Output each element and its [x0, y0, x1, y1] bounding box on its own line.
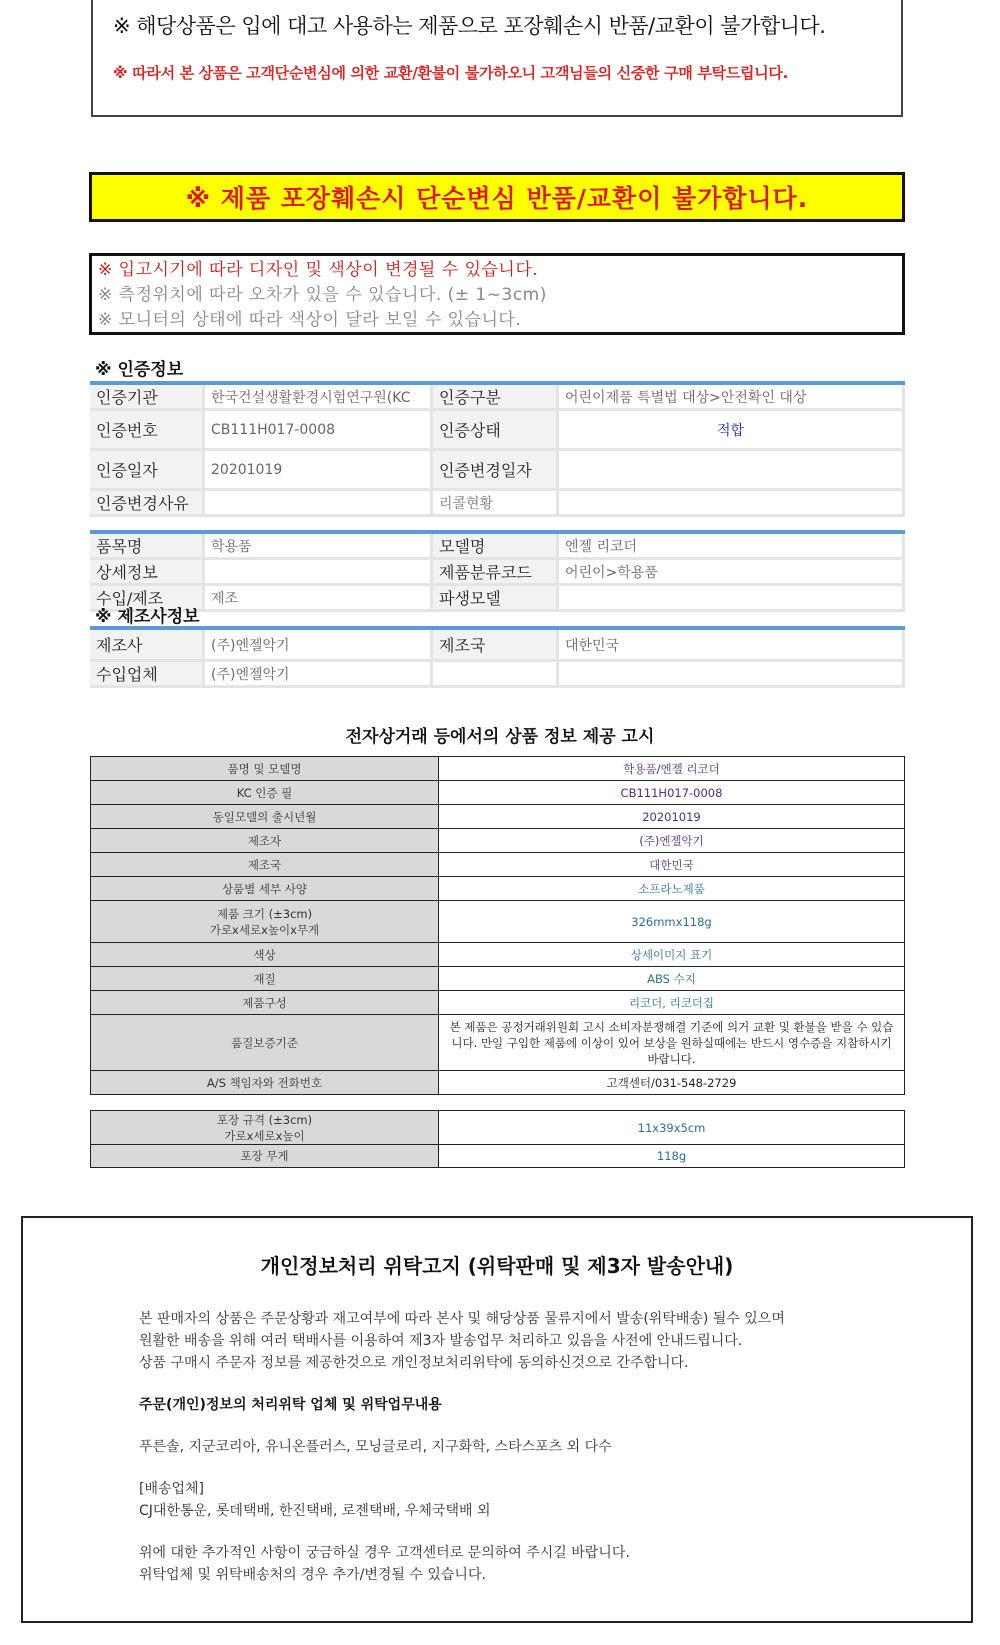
- info-key-line: 가로x세로x높이x무게: [209, 922, 320, 937]
- table-row: [91, 1071, 905, 1095]
- product-value: [205, 560, 433, 586]
- table-row: [91, 781, 905, 805]
- cert-value: [205, 491, 433, 517]
- cert-table: [90, 381, 905, 517]
- cert-label: 인증일자: [90, 451, 205, 491]
- table-row: [90, 534, 905, 560]
- maker-section-title: ※ 제조사정보: [95, 607, 200, 627]
- table-row: [91, 943, 905, 967]
- info-key: 품질보증기준: [91, 1015, 439, 1071]
- maker-value: [433, 662, 559, 688]
- table-row: [91, 901, 905, 943]
- maker-label: 제조사: [90, 630, 205, 662]
- cert-value: [559, 451, 905, 491]
- info-key-line: 가로x세로x높이: [224, 1128, 305, 1143]
- info-value: 11x39x5cm: [439, 1111, 905, 1145]
- product-value: 제조: [205, 586, 433, 612]
- product-label: 모델명: [433, 534, 559, 560]
- table-row: [90, 385, 905, 411]
- info-key: [91, 901, 439, 943]
- as-contact-value: 고객센터/031-548-2729: [439, 1071, 905, 1095]
- info-key: 상품별 세부 사양: [91, 877, 439, 901]
- info-value: (주)엔젤악기: [439, 829, 905, 853]
- info-key: 색상: [91, 943, 439, 967]
- cert-label: 인증상태: [433, 411, 559, 451]
- info-value: 20201019: [439, 805, 905, 829]
- info-key-line: 제품 크기 (±3cm): [216, 906, 313, 921]
- product-label: 품목명: [90, 534, 205, 560]
- package-info-table: [90, 1110, 905, 1168]
- notice-line-main: ※ 해당상품은 입에 대고 사용하는 제품으로 포장훼손시 반품/교환이 불가합니다.: [113, 14, 826, 38]
- notice-line-warning: ※ 따라서 본 상품은 고객단순변심에 의한 교환/환불이 불가하오니 고객님들의 신중한 구매 부탁드립니다.: [113, 64, 788, 82]
- info-value: 상세이미지 표기: [439, 943, 905, 967]
- cert-value: 20201019: [205, 451, 433, 491]
- recall-status-link[interactable]: 리콜현황: [433, 491, 559, 517]
- info-key: 재질: [91, 967, 439, 991]
- info-key: 제품구성: [91, 991, 439, 1015]
- product-value: 어린이>학용품: [559, 560, 905, 586]
- info-value: 소프라노제품: [439, 877, 905, 901]
- maker-table: [90, 626, 905, 688]
- table-row: [91, 1145, 905, 1168]
- product-value: 학용품: [205, 534, 433, 560]
- product-value: [559, 586, 905, 612]
- product-label: 파생모델: [433, 586, 559, 612]
- shipping-label: [배송업체]: [139, 1481, 205, 1497]
- privacy-footer-line: 위탁업체 및 위탁배송처의 경우 추가/변경될 수 있습니다.: [139, 1567, 486, 1583]
- maker-label: 제조국: [433, 630, 559, 662]
- table-row: [90, 491, 905, 517]
- table-row: [91, 877, 905, 901]
- cert-label: 인증구분: [433, 385, 559, 411]
- table-row: [90, 586, 905, 612]
- table-row: [91, 829, 905, 853]
- cert-section-title: ※ 인증정보: [95, 360, 184, 380]
- table-row: [90, 560, 905, 586]
- info-key: 동일모델의 출시년월: [91, 805, 439, 829]
- table-row: [90, 630, 905, 662]
- privacy-intro: [139, 1308, 785, 1374]
- privacy-intro-line: 원활한 배송을 위해 여러 택배사를 이용하여 제3자 발송업무 처리하고 있음을 사전에 안내드립니다.: [139, 1333, 743, 1349]
- info-key-line: 포장 규격 (±3cm): [216, 1112, 313, 1127]
- privacy-footer: [139, 1542, 630, 1586]
- maker-value: (주)엔젤악기: [205, 662, 433, 688]
- table-row: [91, 757, 905, 781]
- maker-value: [559, 662, 905, 688]
- privacy-intro-line: 본 판매자의 상품은 주문상황과 재고여부에 따라 본사 및 해당상품 물류지에서 발송(위탁배송) 될수 있으며: [139, 1311, 785, 1327]
- cert-label: 인증번호: [90, 411, 205, 451]
- info-key: [91, 1111, 439, 1145]
- maker-value: (주)엔젤악기: [205, 630, 433, 662]
- privacy-intro-line: 상품 구매시 주문자 정보를 제공한것으로 개인정보처리위탁에 동의하신것으로 간주합니다.: [139, 1355, 689, 1371]
- caution-item: ※ 모니터의 상태에 따라 색상이 달라 보일 수 있습니다.: [98, 310, 522, 330]
- cert-status-value: 적합: [559, 411, 905, 451]
- product-label: 수입/제조: [90, 586, 205, 612]
- info-key: KC 인증 필: [91, 781, 439, 805]
- info-value: 대한민국: [439, 853, 905, 877]
- ecommerce-info-table: [90, 756, 905, 1095]
- return-policy-notice: [91, 0, 903, 117]
- cert-value: CB111H017-0008: [205, 411, 433, 451]
- info-value: 학용품/엔젤 리코더: [439, 757, 905, 781]
- info-value: CB111H017-0008: [439, 781, 905, 805]
- no-return-banner: [89, 172, 905, 222]
- privacy-subheading: 주문(개인)정보의 처리위탁 업체 및 위탁업무내용: [139, 1397, 442, 1413]
- table-row: [91, 805, 905, 829]
- table-row: [91, 1015, 905, 1071]
- info-value: 리코더, 리코더집: [439, 991, 905, 1015]
- info-value: ABS 수지: [439, 967, 905, 991]
- banner-text: ※ 제품 포장훼손시 단순변심 반품/교환이 불가합니다.: [185, 184, 809, 213]
- info-key: 제조자: [91, 829, 439, 853]
- cert-value: [559, 491, 905, 517]
- table-row: [90, 662, 905, 688]
- table-row: [91, 967, 905, 991]
- privacy-consignment-notice: [21, 1216, 973, 1623]
- ecommerce-notice-title: 전자상거래 등에서의 상품 정보 제공 고시: [345, 727, 655, 747]
- shipping-companies: CJ대한통운, 롯데택배, 한진택배, 로젠택배, 우체국택배 외: [139, 1503, 491, 1519]
- table-row: [91, 1111, 905, 1145]
- info-key: 품명 및 모델명: [91, 757, 439, 781]
- info-value: 326mmx118g: [439, 901, 905, 943]
- info-key: A/S 책임자와 전화번호: [91, 1071, 439, 1095]
- info-value: 본 제품은 공정거래위원회 고시 소비자분쟁해결 기준에 의거 교환 및 환불을 받을 수 있습니다. 만일 구입한 제품에 이상이 있어 보상을 원하실때에는 반드시 영수증을 지참하시기 바랍니다.: [439, 1015, 905, 1071]
- product-table: [90, 530, 905, 612]
- cert-label: 인증변경사유: [90, 491, 205, 517]
- cert-value: 한국건설생활환경시험연구원(KC: [205, 385, 433, 411]
- table-row: [90, 411, 905, 451]
- cert-label: 인증기관: [90, 385, 205, 411]
- caution-item: ※ 입고시기에 따라 디자인 및 색상이 변경될 수 있습니다.: [98, 260, 539, 280]
- privacy-title: 개인정보처리 위탁고지 (위탁판매 및 제3자 발송안내): [260, 1254, 734, 1278]
- partner-list: 푸른솔, 지군코리아, 유니온플러스, 모닝글로리, 지구화학, 스타스포츠 외 다수: [139, 1439, 612, 1455]
- maker-value: 대한민국: [559, 630, 905, 662]
- shipping-info: [139, 1478, 490, 1522]
- table-row: [91, 991, 905, 1015]
- table-row: [91, 853, 905, 877]
- product-label: 상세정보: [90, 560, 205, 586]
- info-key: 제조국: [91, 853, 439, 877]
- info-value: 118g: [439, 1145, 905, 1168]
- info-key: 포장 무게: [91, 1145, 439, 1168]
- product-value: 엔젤 리코더: [559, 534, 905, 560]
- cert-label: 인증변경일자: [433, 451, 559, 491]
- caution-item: ※ 측정위치에 따라 오차가 있을 수 있습니다. (± 1~3cm): [98, 285, 547, 305]
- caution-box: [89, 253, 905, 335]
- table-row: [90, 451, 905, 491]
- privacy-footer-line: 위에 대한 추가적인 사항이 궁금하실 경우 고객센터로 문의하여 주시길 바랍니다.: [139, 1545, 630, 1561]
- product-label: 제품분류코드: [433, 560, 559, 586]
- cert-value: 어린이제품 특별법 대상>안전확인 대상: [559, 385, 905, 411]
- maker-label: 수입업체: [90, 662, 205, 688]
